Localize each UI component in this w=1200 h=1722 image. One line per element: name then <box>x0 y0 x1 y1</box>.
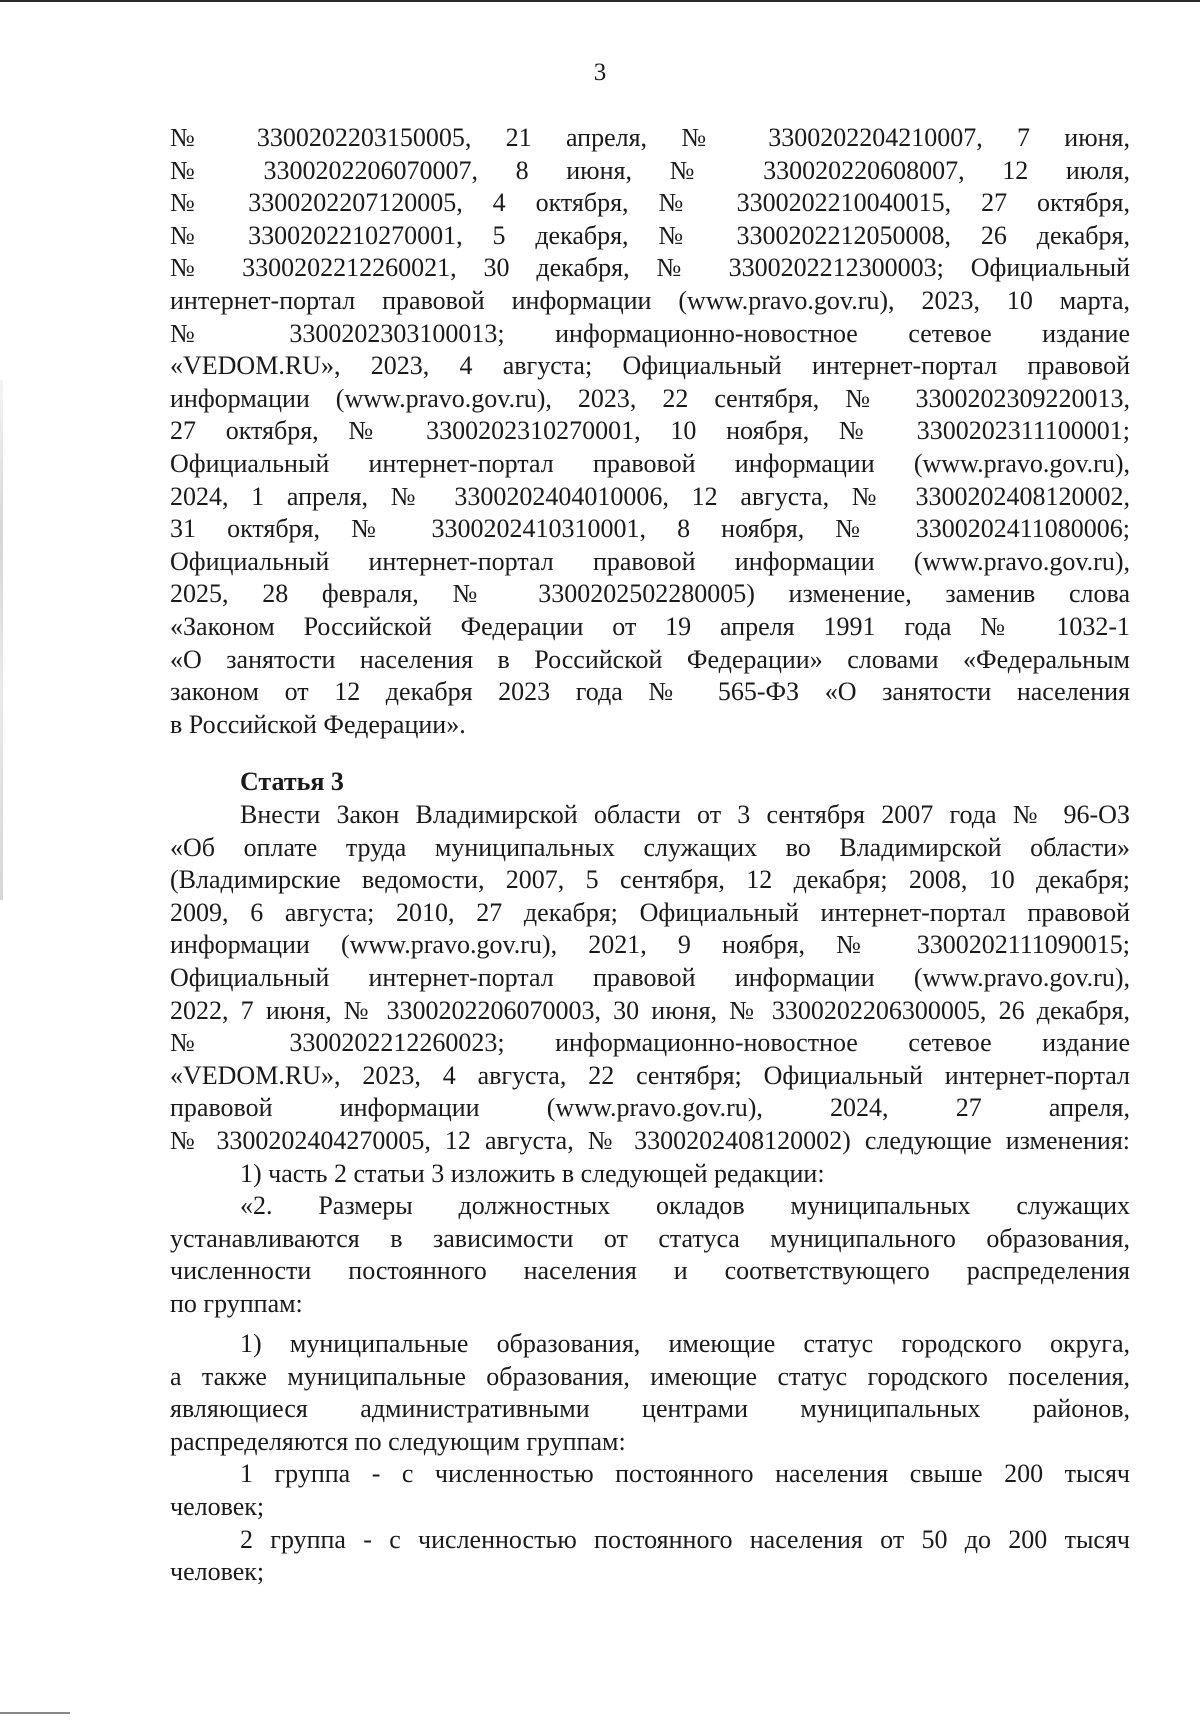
text-line: 1) часть 2 статьи 3 изложить в следующей редакции: <box>240 1158 825 1188</box>
scan-top-edge <box>0 0 1200 2</box>
text-line: 1) муниципальные образования, имеющие статус городского округа, <box>240 1329 1130 1358</box>
group-distribution-list <box>170 1328 1130 1589</box>
article-3-body <box>170 799 1130 1321</box>
page-number: 3 <box>593 59 607 86</box>
text-line: 2025, 28 февраля, № 3300202502280005) изменение, заменив слова <box>170 579 1130 609</box>
text-line: а также муниципальные образования, имеющие статус городского поселения, <box>170 1361 1130 1391</box>
text-line: Официальный интернет-портал правовой информации (www.pravo.gov.ru), <box>170 962 1130 992</box>
text-line: устанавливаются в зависимости от статуса муниципального образования, <box>170 1223 1130 1253</box>
text-line: 2024, 1 апреля, № 3300202404010006, 12 августа, № 3300202408120002, <box>170 481 1130 511</box>
text-line: по группам: <box>170 1288 303 1318</box>
text-line: № 3300202303100013; информационно-новостное сетевое издание <box>170 318 1130 348</box>
text-line: № 3300202212260023; информационно-новостное сетевое издание <box>170 1028 1130 1058</box>
text-line: «2. Размеры должностных окладов муниципальных служащих <box>240 1191 1130 1221</box>
text-line: распределяются по следующим группам: <box>170 1426 626 1456</box>
text-line: № 3300202210270001, 5 декабря, № 3300202212050008, 26 декабря, <box>170 220 1130 250</box>
text-line: 27 октября, № 3300202310270001, 10 ноября, № 3300202311100001; <box>170 416 1130 446</box>
text-line: № 3300202212260021, 30 декабря, № 3300202212300003; Официальный <box>170 253 1130 283</box>
text-line: Внести Закон Владимирской области от 3 сентября 2007 года № 96-ОЗ <box>240 800 1130 829</box>
text-line: численности постоянного населения и соответствующего распределения <box>170 1256 1130 1286</box>
text-line: «VEDOM.RU», 2023, 4 августа, 22 сентября; Официальный интернет-портал <box>170 1060 1130 1090</box>
text-line: Официальный интернет-портал правовой информации (www.pravo.gov.ru), <box>170 448 1130 478</box>
text-line: правовой информации (www.pravo.gov.ru), 2024, 27 апреля, <box>170 1093 1130 1123</box>
text-line: «VEDOM.RU», 2023, 4 августа; Официальный интернет-портал правовой <box>170 351 1130 381</box>
text-line: 2022, 7 июня, № 3300202206070003, 30 июня, № 3300202206300005, 26 декабря, <box>170 995 1130 1025</box>
text-line: 31 октября, № 3300202410310001, 8 ноября, № 3300202411080006; <box>170 514 1130 544</box>
text-line: «О занятости населения в Российской Федерации» словами «Федеральным <box>170 644 1130 674</box>
text-line: (Владимирские ведомости, 2007, 5 сентября, 12 декабря; 2008, 10 декабря; <box>170 865 1130 895</box>
text-line: информации (www.pravo.gov.ru), 2021, 9 ноября, № 3300202111090015; <box>170 930 1130 960</box>
text-line: Официальный интернет-портал правовой информации (www.pravo.gov.ru), <box>170 546 1130 576</box>
text-line: 1 группа - с численностью постоянного населения свыше 200 тысяч <box>240 1459 1130 1489</box>
text-line: информации (www.pravo.gov.ru), 2023, 22 сентября, № 3300202309220013, <box>170 383 1130 413</box>
text-line: законом от 12 декабря 2023 года № 565-ФЗ «О занятости населения <box>170 677 1130 707</box>
text-line: № 3300202206070007, 8 июня, № 330020220608007, 12 июля, <box>170 155 1130 185</box>
scan-left-edge <box>0 380 3 900</box>
text-line: человек; <box>170 1557 265 1587</box>
text-line: «Законом Российской Федерации от 19 апреля 1991 года № 1032-1 <box>170 611 1130 641</box>
article-heading: Статья 3 <box>240 767 344 796</box>
text-line: № 3300202203150005, 21 апреля, № 3300202204210007, 7 июня, <box>170 123 1130 152</box>
text-line: человек; <box>170 1491 265 1521</box>
text-line: интернет-портал правовой информации (www.pravo.gov.ru), 2023, 10 марта, <box>170 285 1130 315</box>
text-line: «Об оплате труда муниципальных служащих во Владимирской области» <box>170 832 1130 862</box>
text-line: 2009, 6 августа; 2010, 27 декабря; Официальный интернет-портал правовой <box>170 897 1130 927</box>
scan-bottom-mark <box>0 1712 70 1714</box>
text-line: № 3300202404270005, 12 августа, № 3300202408120002) следующие изменения: <box>170 1125 1130 1155</box>
continuation-paragraph <box>170 122 1130 741</box>
text-line: являющиеся административными центрами муниципальных районов, <box>170 1394 1130 1424</box>
text-line: в Российской Федерации». <box>170 709 466 739</box>
text-line: № 3300202207120005, 4 октября, № 3300202210040015, 27 октября, <box>170 188 1130 218</box>
text-line: 2 группа - с численностью постоянного населения от 50 до 200 тысяч <box>240 1524 1130 1554</box>
